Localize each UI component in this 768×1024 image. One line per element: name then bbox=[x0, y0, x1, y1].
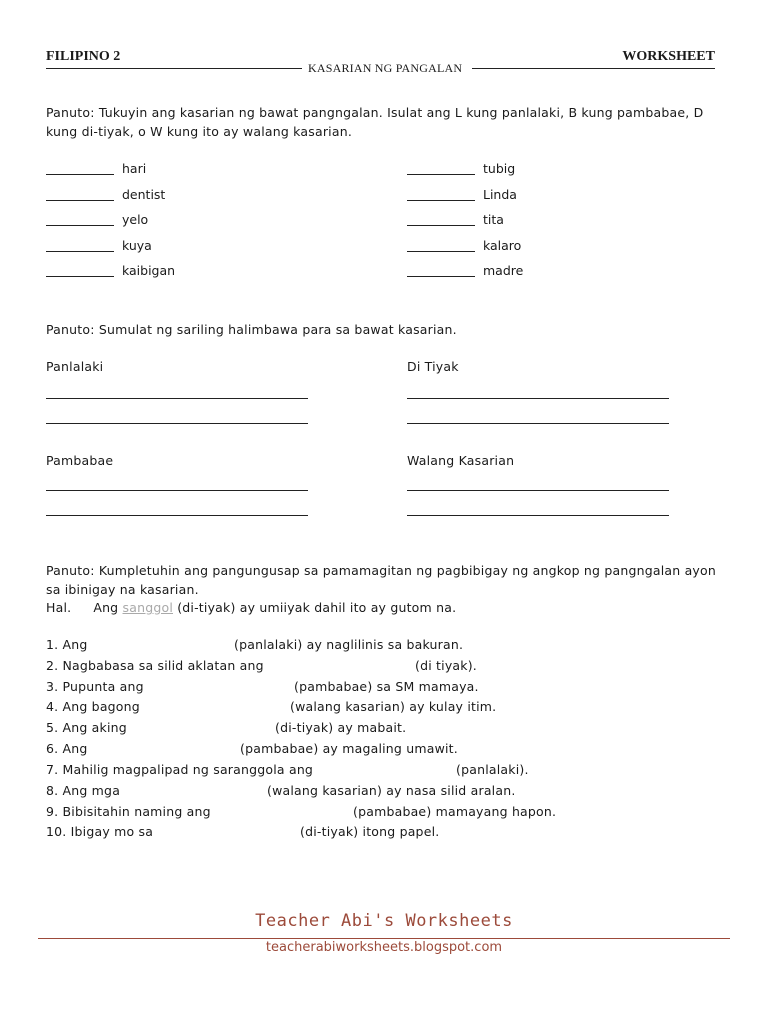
answer-line[interactable] bbox=[407, 398, 669, 399]
answer-line[interactable] bbox=[407, 515, 669, 516]
section1-left-list bbox=[46, 161, 175, 289]
list-item: kaibigan bbox=[46, 263, 175, 289]
answer-line[interactable] bbox=[46, 515, 308, 516]
list-item: hari bbox=[46, 161, 175, 187]
worksheet-label: WORKSHEET bbox=[622, 49, 715, 64]
answer-blank[interactable] bbox=[46, 225, 114, 226]
list-item: madre bbox=[407, 263, 523, 289]
section1-right-list bbox=[407, 161, 523, 289]
answer-blank[interactable] bbox=[46, 200, 114, 201]
section1-instruction: Panuto: Tukuyin ang kasarian ng bawat pangngalan. Isulat ang L kung panlalaki, B kung pambabae, D kung di-tiyak, o W kung ito ay walang kasarian. bbox=[46, 105, 704, 139]
category-di-tiyak: Di Tiyak bbox=[407, 359, 459, 374]
answer-blank[interactable] bbox=[46, 174, 114, 175]
list-item: 5. Ang aking (di-tiyak) ay mabait. bbox=[46, 720, 407, 735]
answer-blank[interactable] bbox=[407, 225, 475, 226]
category-panlalaki: Panlalaki bbox=[46, 359, 104, 374]
header-rule-left bbox=[46, 68, 302, 69]
footer-rule bbox=[38, 938, 730, 939]
list-item: 7. Mahilig magpalipad ng saranggola ang (panlalaki). bbox=[46, 762, 529, 777]
footer-url[interactable]: teacherabiworksheets.blogspot.com bbox=[265, 940, 503, 955]
list-item: 10. Ibigay mo sa (di-tiyak) itong papel. bbox=[46, 824, 440, 839]
section2-instruction: Panuto: Sumulat ng sariling halimbawa para sa bawat kasarian. bbox=[46, 322, 457, 337]
answer-blank[interactable] bbox=[407, 251, 475, 252]
answer-blank[interactable] bbox=[407, 200, 475, 201]
topic-title: KASARIAN NG PANGALAN bbox=[308, 61, 463, 75]
answer-line[interactable] bbox=[46, 423, 308, 424]
example-sentence: Hal. Ang sanggol (di-tiyak) ay umiiyak dahil ito ay gutom na. bbox=[46, 600, 457, 615]
list-item: 6. Ang (pambabae) ay magaling umawit. bbox=[46, 741, 458, 756]
list-item: 4. Ang bagong (walang kasarian) ay kulay itim. bbox=[46, 699, 497, 714]
answer-line[interactable] bbox=[46, 490, 308, 491]
list-item: kalaro bbox=[407, 238, 523, 264]
list-item: 3. Pupunta ang (pambabae) sa SM mamaya. bbox=[46, 679, 479, 694]
answer-line[interactable] bbox=[46, 398, 308, 399]
answer-blank[interactable] bbox=[407, 276, 475, 277]
subject-title: FILIPINO 2 bbox=[46, 49, 121, 64]
category-pambabae: Pambabae bbox=[46, 453, 114, 468]
list-item: tubig bbox=[407, 161, 523, 187]
header-rule-right bbox=[472, 68, 715, 69]
answer-blank[interactable] bbox=[407, 174, 475, 175]
section3-instruction: Panuto: Kumpletuhin ang pangungusap sa pamamagitan ng pagbibigay ng angkop ng pangngalan ayon sa ibinigay na kasarian. bbox=[46, 563, 716, 597]
list-item: 9. Bibisitahin naming ang (pambabae) mamayang hapon. bbox=[46, 804, 557, 819]
list-item: tita bbox=[407, 212, 523, 238]
list-item: 1. Ang (panlalaki) ay naglilinis sa bakuran. bbox=[46, 637, 464, 652]
list-item: dentist bbox=[46, 187, 175, 213]
list-item: 8. Ang mga (walang kasarian) ay nasa silid aralan. bbox=[46, 783, 516, 798]
list-item: Linda bbox=[407, 187, 523, 213]
answer-blank[interactable] bbox=[46, 276, 114, 277]
answer-line[interactable] bbox=[407, 423, 669, 424]
list-item: yelo bbox=[46, 212, 175, 238]
list-item: 2. Nagbabasa sa silid aklatan ang (di tiyak). bbox=[46, 658, 477, 673]
example-answer: sanggol bbox=[122, 600, 174, 615]
footer-brand: Teacher Abi's Worksheets bbox=[255, 911, 513, 931]
list-item: kuya bbox=[46, 238, 175, 264]
answer-blank[interactable] bbox=[46, 251, 114, 252]
category-walang-kasarian: Walang Kasarian bbox=[407, 453, 515, 468]
answer-line[interactable] bbox=[407, 490, 669, 491]
